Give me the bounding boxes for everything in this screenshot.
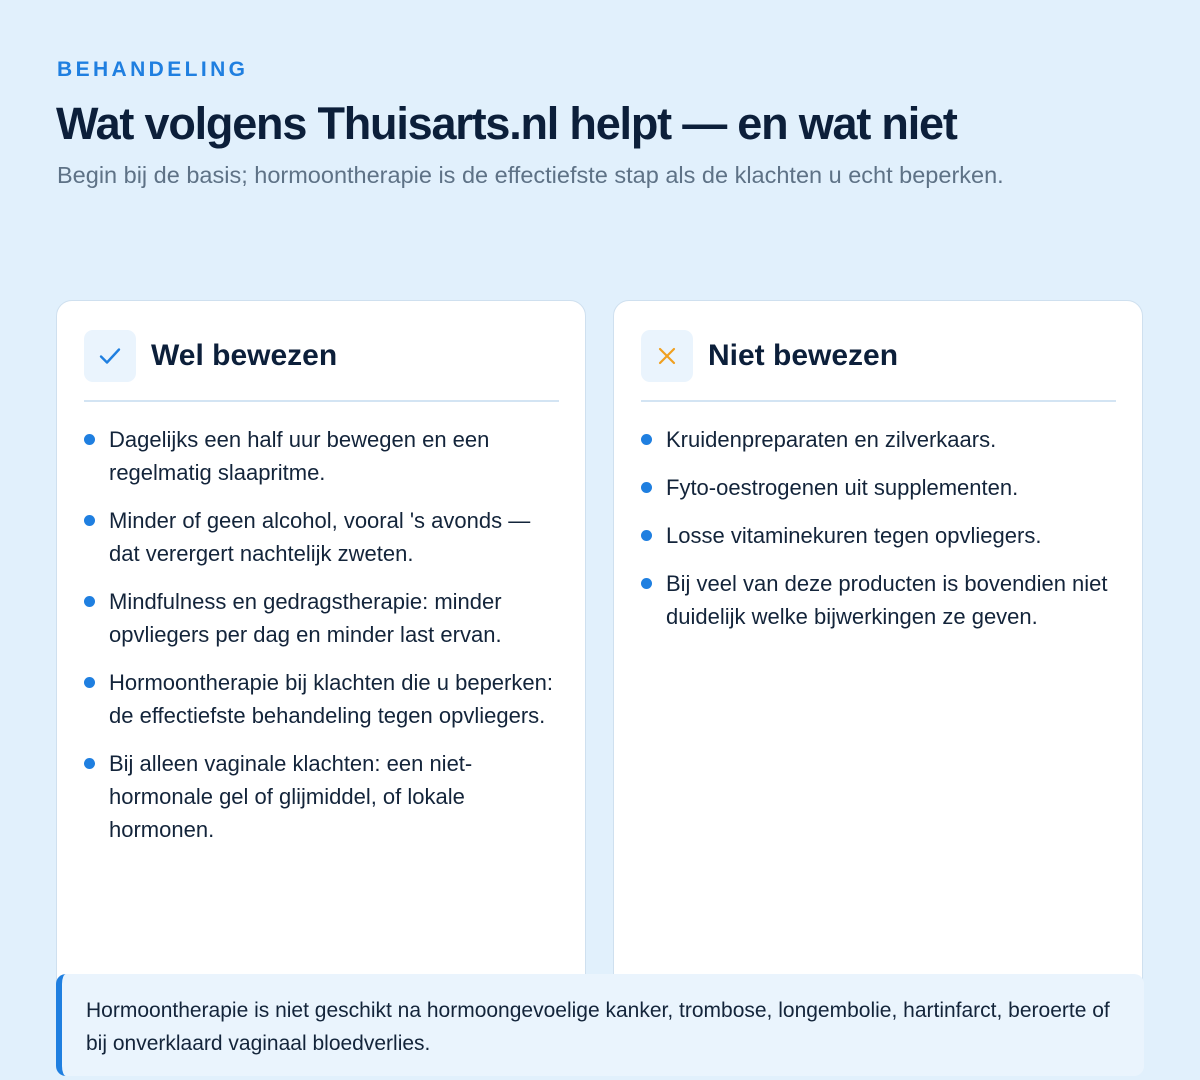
- bullet-icon: [641, 530, 652, 541]
- list-item-text: Bij veel van deze producten is bovendien niet duidelijk welke bijwerkingen ze geven.: [666, 571, 1108, 629]
- list-item: [641, 567, 1120, 633]
- contraindication-note: [56, 974, 1144, 1076]
- proven-list: [84, 423, 563, 861]
- bullet-icon: [641, 482, 652, 493]
- list-item: [84, 423, 563, 489]
- unproven-card-title: Niet bewezen: [708, 339, 899, 372]
- list-item: [641, 519, 1120, 552]
- bullet-icon: [84, 758, 95, 769]
- list-item-text: Fyto-oestrogenen uit supplementen.: [666, 475, 1019, 500]
- bullet-icon: [84, 434, 95, 445]
- unproven-list: [641, 423, 1120, 648]
- list-item: [84, 666, 563, 732]
- list-item-text: Kruidenpreparaten en zilverkaars.: [666, 427, 997, 452]
- check-icon: [84, 330, 136, 382]
- proven-card-title: Wel bewezen: [151, 339, 338, 372]
- bullet-icon: [84, 677, 95, 688]
- page-title: Wat volgens Thuisarts.nl helpt — en wat niet: [56, 98, 957, 149]
- cross-icon: [641, 330, 693, 382]
- page-subtitle: Begin bij de basis; hormoontherapie is de effectiefste stap als de klachten u echt beperken.: [57, 162, 1004, 188]
- list-item-text: Minder of geen alcohol, vooral 's avonds — dat verergert nachtelijk zweten.: [109, 508, 531, 566]
- section-eyebrow: BEHANDELING: [57, 58, 249, 81]
- list-item: [641, 423, 1120, 456]
- list-item-text: Mindfulness en gedragstherapie: minder opvliegers per dag en minder last ervan.: [109, 589, 502, 647]
- bullet-icon: [641, 578, 652, 589]
- list-item: [84, 585, 563, 651]
- list-item-text: Hormoontherapie bij klachten die u beperken: de effectiefste behandeling tegen opvliegers.: [109, 670, 553, 728]
- list-item: [641, 471, 1120, 504]
- bullet-icon: [641, 434, 652, 445]
- list-item: [84, 504, 563, 570]
- unproven-card: [613, 300, 1143, 1060]
- proven-card-header: [84, 330, 559, 402]
- list-item-text: Dagelijks een half uur bewegen en een regelmatig slaapritme.: [109, 427, 490, 485]
- note-text: Hormoontherapie is niet geschikt na hormoongevoelige kanker, trombose, longembolie, hartinfarct, beroerte of bij onverklaard vaginaal bloedverlies.: [86, 999, 1110, 1055]
- proven-card: [56, 300, 586, 1060]
- bullet-icon: [84, 596, 95, 607]
- unproven-card-header: [641, 330, 1116, 402]
- list-item: [84, 747, 563, 846]
- list-item-text: Bij alleen vaginale klachten: een niet-hormonale gel of glijmiddel, of lokale hormonen.: [109, 751, 473, 842]
- list-item-text: Losse vitaminekuren tegen opvliegers.: [666, 523, 1042, 548]
- bullet-icon: [84, 515, 95, 526]
